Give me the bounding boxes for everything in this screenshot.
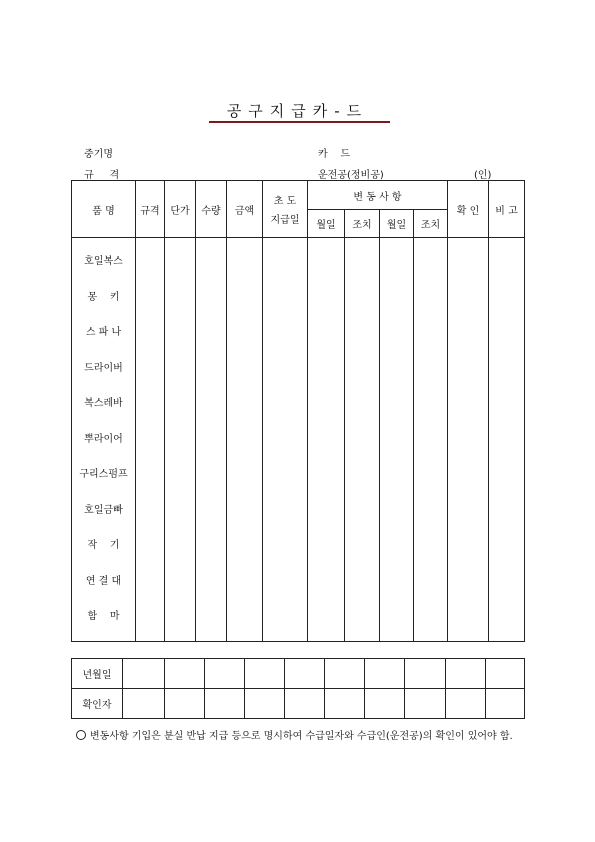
confirmer-cell[interactable] — [365, 689, 405, 719]
item-name: 스 파 나 — [85, 327, 122, 338]
col-remark-header: 비 고 — [489, 181, 525, 238]
first-issue-cell[interactable] — [263, 238, 308, 642]
date-cell[interactable] — [405, 659, 446, 689]
col-changes-header: 변 동 사 항 — [308, 181, 448, 210]
equipment-name-label: 중기명 — [84, 149, 113, 160]
date-cell[interactable] — [285, 659, 325, 689]
date-cell[interactable] — [365, 659, 405, 689]
sub-date-1: 월일 — [308, 210, 345, 238]
title-underline — [209, 121, 390, 123]
date-cell[interactable] — [486, 659, 525, 689]
seal-label: (인) — [474, 170, 492, 181]
item-name: 호일복스 — [84, 256, 123, 267]
circle-bullet-icon — [76, 730, 86, 740]
confirmer-cell[interactable] — [486, 689, 525, 719]
confirm-cell[interactable] — [448, 238, 489, 642]
action-2-cell[interactable] — [414, 238, 448, 642]
tool-issue-table — [71, 180, 525, 642]
item-list — [72, 238, 136, 642]
item-name: 드라이버 — [84, 362, 123, 374]
date-cell[interactable] — [325, 659, 365, 689]
item-name: 뿌라이어 — [84, 433, 123, 445]
col-spec-header: 규격 — [136, 181, 165, 238]
item-name: 복스레바 — [84, 398, 123, 409]
sub-action-1: 조치 — [345, 210, 380, 238]
amount-cell[interactable] — [227, 238, 263, 642]
first-issue-top: 초 도 — [273, 196, 297, 207]
date-cell[interactable] — [446, 659, 486, 689]
card-label: 카 드 — [318, 149, 351, 160]
item-name: 함 마 — [87, 611, 120, 622]
action-1-cell[interactable] — [345, 238, 380, 642]
item-name: 구리스펌프 — [79, 469, 128, 480]
sub-date-2: 월일 — [380, 210, 414, 238]
confirmer-row-label: 확인자 — [72, 689, 123, 719]
date-cell[interactable] — [165, 659, 205, 689]
date-2-cell[interactable] — [380, 238, 414, 642]
col-confirm-header: 확 인 — [448, 181, 489, 238]
price-cell[interactable] — [165, 238, 196, 642]
sub-action-2: 조치 — [414, 210, 448, 238]
operator-label: 운전공(정비공) — [318, 170, 384, 181]
item-name: 호일금빠 — [84, 504, 123, 516]
col-first-issue-header — [263, 181, 308, 238]
col-price-header: 단가 — [165, 181, 196, 238]
confirmer-cell[interactable] — [285, 689, 325, 719]
confirmer-cell[interactable] — [205, 689, 245, 719]
col-amount-header: 금액 — [227, 181, 263, 238]
confirmer-cell[interactable] — [123, 689, 165, 719]
confirmer-cell[interactable] — [245, 689, 285, 719]
date-cell[interactable] — [123, 659, 165, 689]
item-name: 작 기 — [87, 540, 120, 551]
col-item-header: 품 명 — [72, 181, 136, 238]
footnote — [76, 728, 528, 745]
remark-cell[interactable] — [489, 238, 525, 642]
first-issue-bottom: 지급일 — [270, 215, 300, 226]
item-name: 연 결 대 — [85, 575, 122, 587]
spec-label: 규 격 — [84, 170, 120, 181]
confirmation-table — [71, 658, 525, 719]
date-1-cell[interactable] — [308, 238, 345, 642]
page-title: 공구지급카-드 — [226, 102, 369, 120]
item-name: 몽 키 — [87, 291, 120, 303]
date-row-label: 년월일 — [72, 659, 123, 689]
qty-cell[interactable] — [196, 238, 227, 642]
col-qty-header: 수량 — [196, 181, 227, 238]
confirmer-cell[interactable] — [446, 689, 486, 719]
footnote-text: 변동사항 기입은 분실 반납 지급 등으로 명시하여 수급일자와 수급인(운전공)의 확인이 있어야 함. — [90, 731, 513, 742]
confirmer-cell[interactable] — [405, 689, 446, 719]
confirmer-cell[interactable] — [325, 689, 365, 719]
spec-cell[interactable] — [136, 238, 165, 642]
date-cell[interactable] — [205, 659, 245, 689]
date-cell[interactable] — [245, 659, 285, 689]
confirmer-cell[interactable] — [165, 689, 205, 719]
